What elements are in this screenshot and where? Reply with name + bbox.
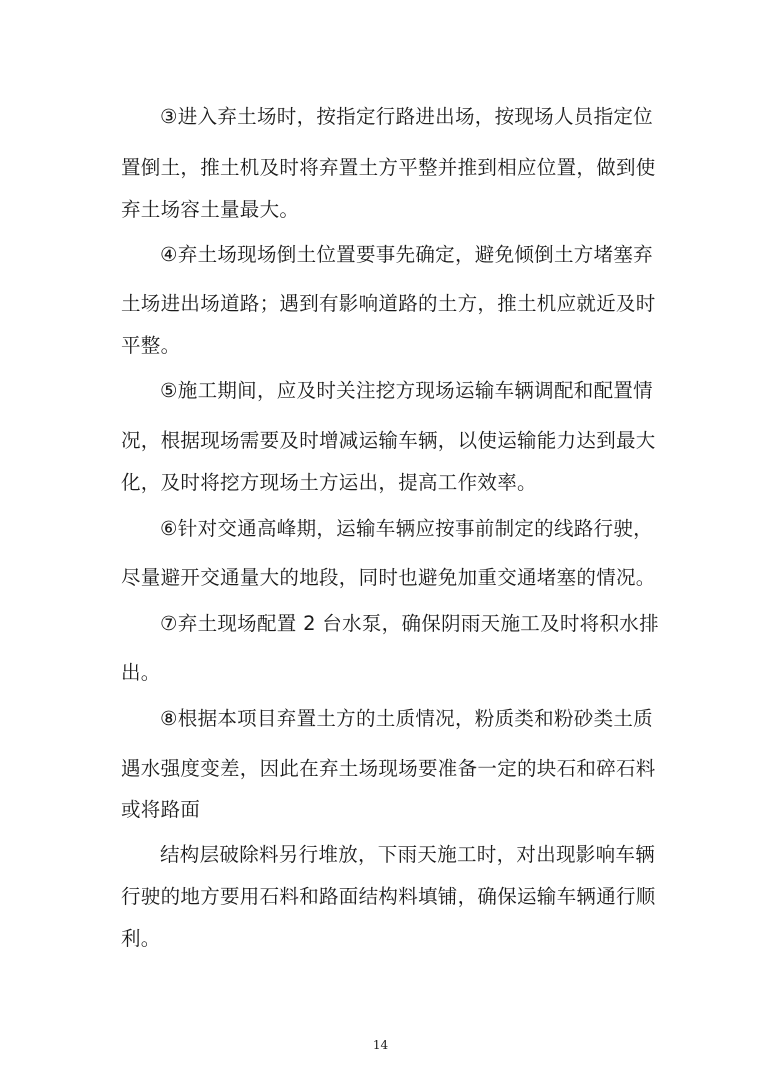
- paragraph-5-line-3: 化，及时将挖方现场土方运出，提高工作效率。: [121, 471, 537, 494]
- paragraph-5-line-2: 况，根据现场需要及时增减运输车辆，以使运输能力达到最大: [121, 429, 656, 452]
- paragraph-4-line-3: 平整。: [121, 334, 181, 357]
- page-number: 14: [372, 1038, 389, 1052]
- paragraph-5-line-1: ⑤施工期间，应及时关注挖方现场运输车辆调配和配置情: [160, 379, 653, 402]
- paragraph-7-line-1: ⑦弃土现场配置 2 台水泵，确保阴雨天施工及时将积水排: [160, 612, 659, 635]
- paragraph-7-line-2: 出。: [121, 661, 161, 684]
- paragraph-8-line-5: 行驶的地方要用石料和路面结构料填铺，确保运输车辆通行顺: [121, 885, 656, 908]
- paragraph-8-line-2: 遇水强度变差，因此在弃土场现场要准备一定的块石和碎石料: [121, 757, 656, 780]
- paragraph-8-line-1: ⑧根据本项目弃置土方的土质情况，粉质类和粉砂类土质: [160, 707, 653, 730]
- paragraph-6-line-1: ⑥针对交通高峰期，运输车辆应按事前制定的线路行驶，: [160, 517, 653, 540]
- paragraph-8-line-6: 利。: [121, 927, 161, 950]
- paragraph-4-line-2: 土场进出场道路；遇到有影响道路的土方，推土机应就近及时: [121, 292, 656, 315]
- paragraph-8-line-3: 或将路面: [121, 798, 201, 821]
- paragraph-3-line-2: 置倒土，推土机及时将弃置土方平整并推到相应位置，做到使: [121, 156, 656, 179]
- paragraph-3-line-3: 弃土场容土量最大。: [121, 198, 300, 221]
- paragraph-3-line-1: ③进入弃土场时，按指定行路进出场，按现场人员指定位: [160, 105, 653, 128]
- paragraph-6-line-2: 尽量避开交通量大的地段，同时也避免加重交通堵塞的情况。: [121, 566, 656, 589]
- paragraph-4-line-1: ④弃土场现场倒土位置要事先确定，避免倾倒土方堵塞弃: [160, 243, 653, 266]
- paragraph-8-line-4: 结构层破除料另行堆放，下雨天施工时，对出现影响车辆: [160, 843, 656, 866]
